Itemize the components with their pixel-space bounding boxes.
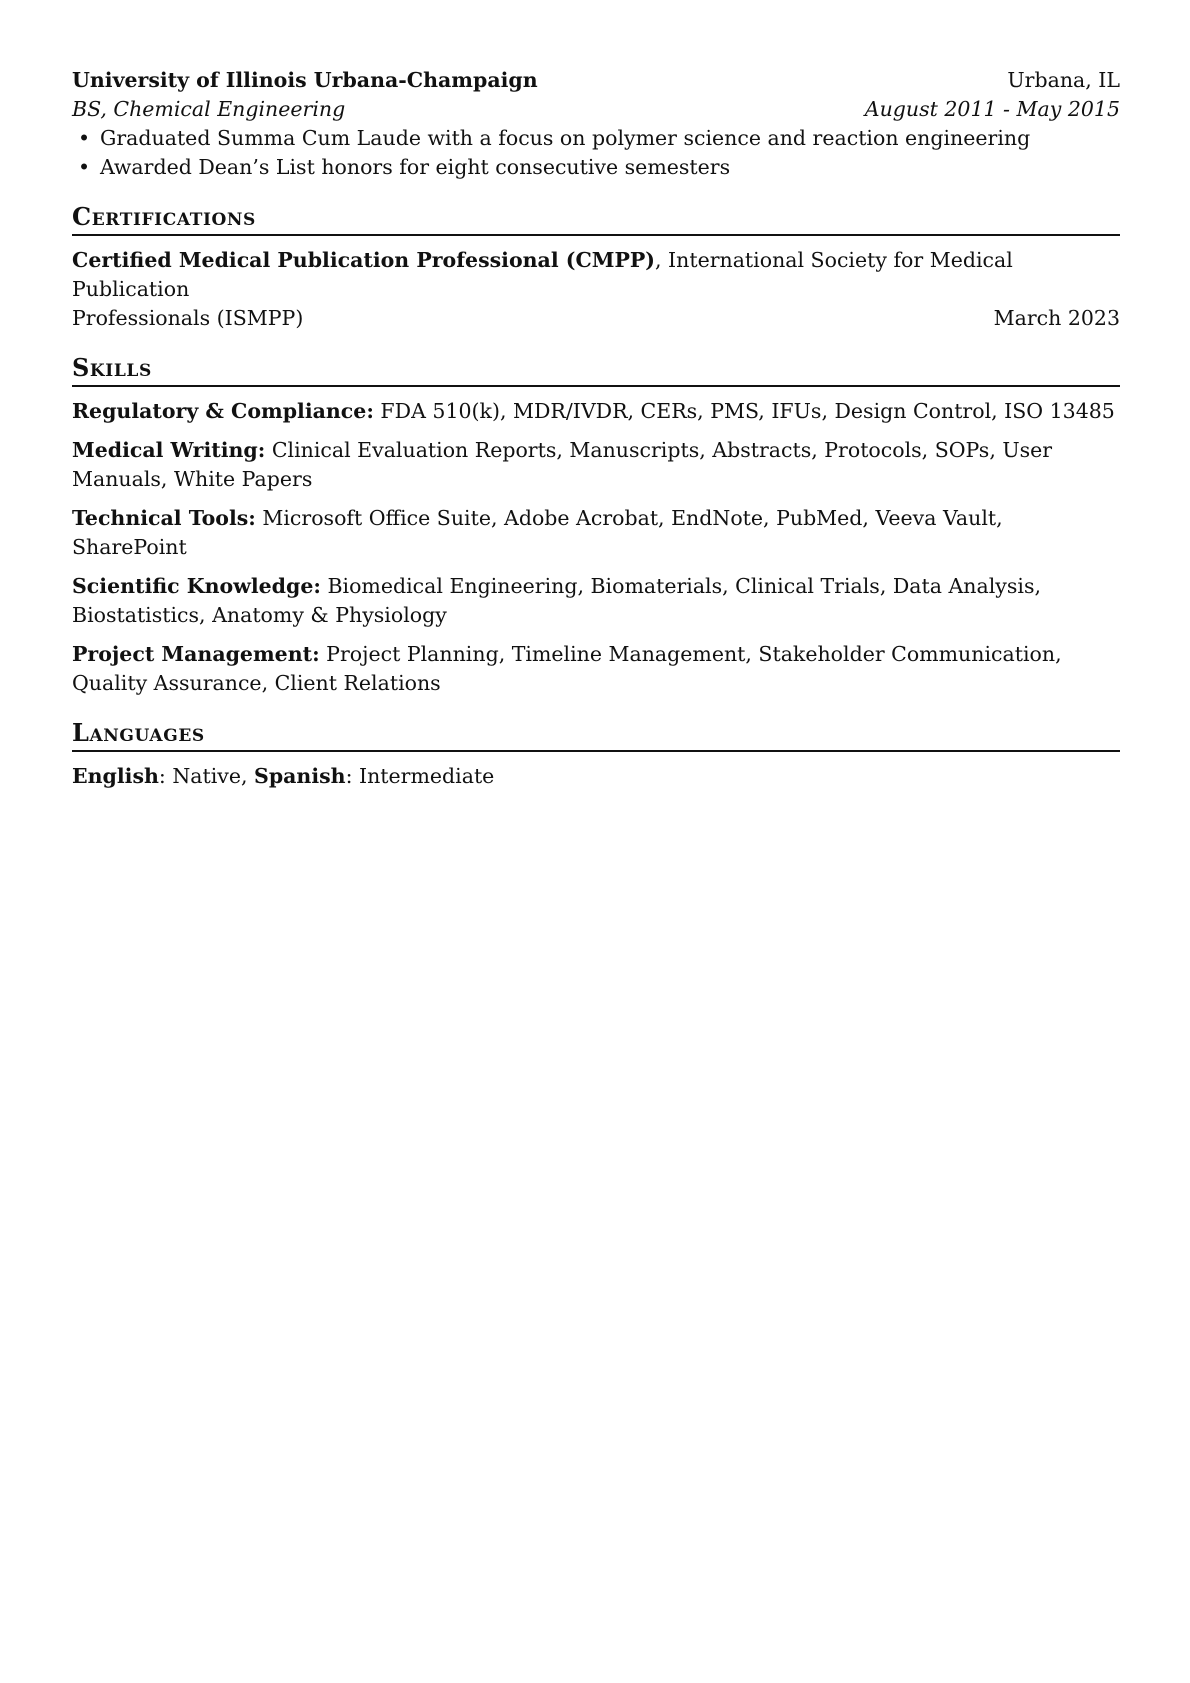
education-header-row xyxy=(72,66,1120,95)
certifications-section xyxy=(72,202,1120,333)
language-name: English xyxy=(72,764,159,788)
skill-value: Microsoft Office Suite, Adobe Acrobat, EndNote, PubMed, Veeva Vault, SharePoint xyxy=(72,506,1003,559)
certification-issuer-continued: Professionals (ISMPP) xyxy=(72,306,304,330)
language-level: : Native, xyxy=(158,764,255,788)
list-item xyxy=(72,153,1120,182)
language-name: Spanish xyxy=(254,764,346,788)
languages-line xyxy=(72,762,1120,791)
school-name: University of Illinois Urbana-Champaign xyxy=(72,68,538,92)
skill-label: Project Management: xyxy=(72,642,320,666)
skill-item xyxy=(72,436,1120,494)
education-dates: August 2011 - May 2015 xyxy=(864,97,1120,121)
certification-entry xyxy=(72,246,1120,333)
bullet-text: Awarded Dean’s List honors for eight consecutive semesters xyxy=(100,155,731,179)
degree: BS, Chemical Engineering xyxy=(72,97,346,121)
language-level: : Intermediate xyxy=(345,764,495,788)
section-heading-languages: Languages xyxy=(72,718,1120,752)
skill-label: Medical Writing: xyxy=(72,438,266,462)
school-location: Urbana, IL xyxy=(1007,68,1120,92)
list-item xyxy=(72,124,1120,153)
skill-label: Regulatory & Compliance: xyxy=(72,399,374,423)
certification-line-2 xyxy=(72,304,1120,333)
skill-label: Technical Tools: xyxy=(72,506,256,530)
section-heading-certifications: Certifications xyxy=(72,202,1120,236)
skill-item xyxy=(72,572,1120,630)
education-entry xyxy=(72,66,1120,182)
skill-value: Project Planning, Timeline Management, Stakeholder Communication, Quality Assurance, Client Relations xyxy=(72,642,1062,695)
skill-value: FDA 510(k), MDR/IVDR, CERs, PMS, IFUs, Design Control, ISO 13485 xyxy=(373,399,1115,423)
skill-item xyxy=(72,640,1120,698)
skill-label: Scientific Knowledge: xyxy=(72,574,321,598)
education-degree-row xyxy=(72,95,1120,124)
bullet-icon: • xyxy=(78,126,91,150)
skill-value: Clinical Evaluation Reports, Manuscripts, Abstracts, Protocols, SOPs, User Manuals, White Papers xyxy=(72,438,1053,491)
education-bullets xyxy=(72,124,1120,182)
bullet-icon: • xyxy=(78,155,91,179)
certification-issuer: , International Society for Medical Publication xyxy=(72,248,1013,301)
languages-section xyxy=(72,718,1120,791)
section-heading-skills: Skills xyxy=(72,353,1120,387)
bullet-text: Graduated Summa Cum Laude with a focus on polymer science and reaction engineering xyxy=(100,126,1031,150)
certification-date: March 2023 xyxy=(993,306,1120,330)
skills-section xyxy=(72,353,1120,698)
skill-item xyxy=(72,504,1120,562)
certification-name: Certified Medical Publication Professional (CMPP) xyxy=(72,248,655,272)
skill-value: Biomedical Engineering, Biomaterials, Clinical Trials, Data Analysis, Biostatistics, Anatomy & Physiology xyxy=(72,574,1041,627)
certification-line-1 xyxy=(72,246,1120,304)
skill-item xyxy=(72,397,1120,426)
